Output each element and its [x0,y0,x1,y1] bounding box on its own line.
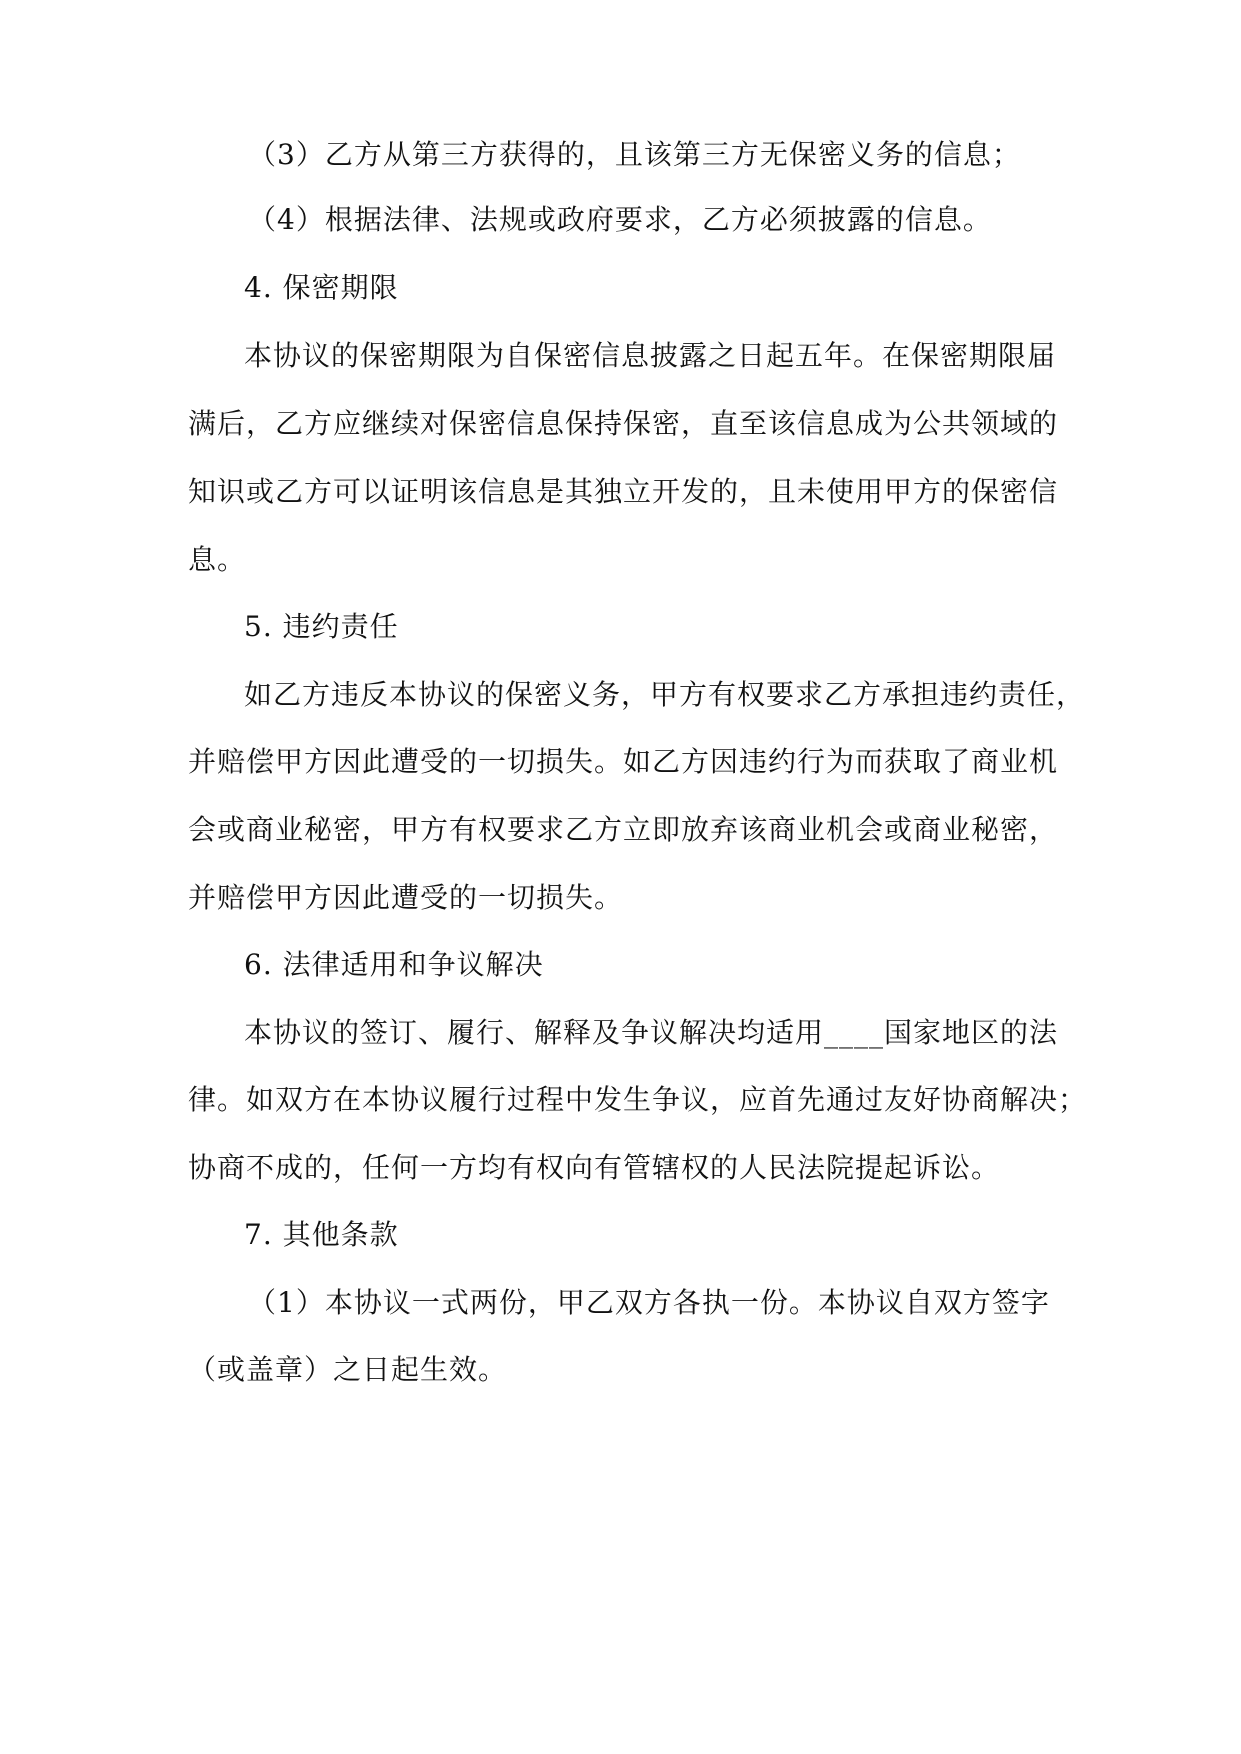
section-6-heading: 6. 法律适用和争议解决 [244,948,544,981]
section-5-paragraph-line-1: 如乙方违反本协议的保密义务，甲方有权要求乙方承担违约责任， [244,678,1086,711]
section-6-paragraph-line-1: 本协议的签订、履行、解释及争议解决均适用____国家地区的法 [244,1016,1059,1049]
section-4-paragraph-line-4: 息。 [188,543,247,576]
section-5-paragraph-line-4: 并赔偿甲方因此遭受的一切损失。 [188,881,624,914]
section-7-heading: 7. 其他条款 [244,1218,399,1251]
section-4-heading: 4. 保密期限 [244,271,399,304]
section-4-paragraph-line-3: 知识或乙方可以证明该信息是其独立开发的，且未使用甲方的保密信 [188,475,1059,508]
section-7-clause-1-line-2: （或盖章）之日起生效。 [188,1353,508,1386]
clause-3-4-line: （4）根据法律、法规或政府要求，乙方必须披露的信息。 [248,203,992,236]
section-4-paragraph-line-1: 本协议的保密期限为自保密信息披露之日起五年。在保密期限届 [244,339,1057,372]
section-4-paragraph-line-2: 满后，乙方应继续对保密信息保持保密，直至该信息成为公共领域的 [188,407,1059,440]
section-6-paragraph-line-2: 律。如双方在本协议履行过程中发生争议，应首先通过友好协商解决； [188,1083,1088,1116]
section-7-clause-1-line-1: （1）本协议一式两份，甲乙双方各执一份。本协议自双方签字 [248,1286,1050,1319]
section-5-paragraph-line-3: 会或商业秘密，甲方有权要求乙方立即放弃该商业机会或商业秘密， [188,813,1059,846]
section-5-heading: 5. 违约责任 [244,610,399,643]
clause-3-3-line: （3）乙方从第三方获得的，且该第三方无保密义务的信息； [248,138,1021,171]
section-5-paragraph-line-2: 并赔偿甲方因此遭受的一切损失。如乙方因违约行为而获取了商业机 [188,745,1059,778]
section-6-paragraph-line-3: 协商不成的，任何一方均有权向有管辖权的人民法院提起诉讼。 [188,1151,1001,1184]
